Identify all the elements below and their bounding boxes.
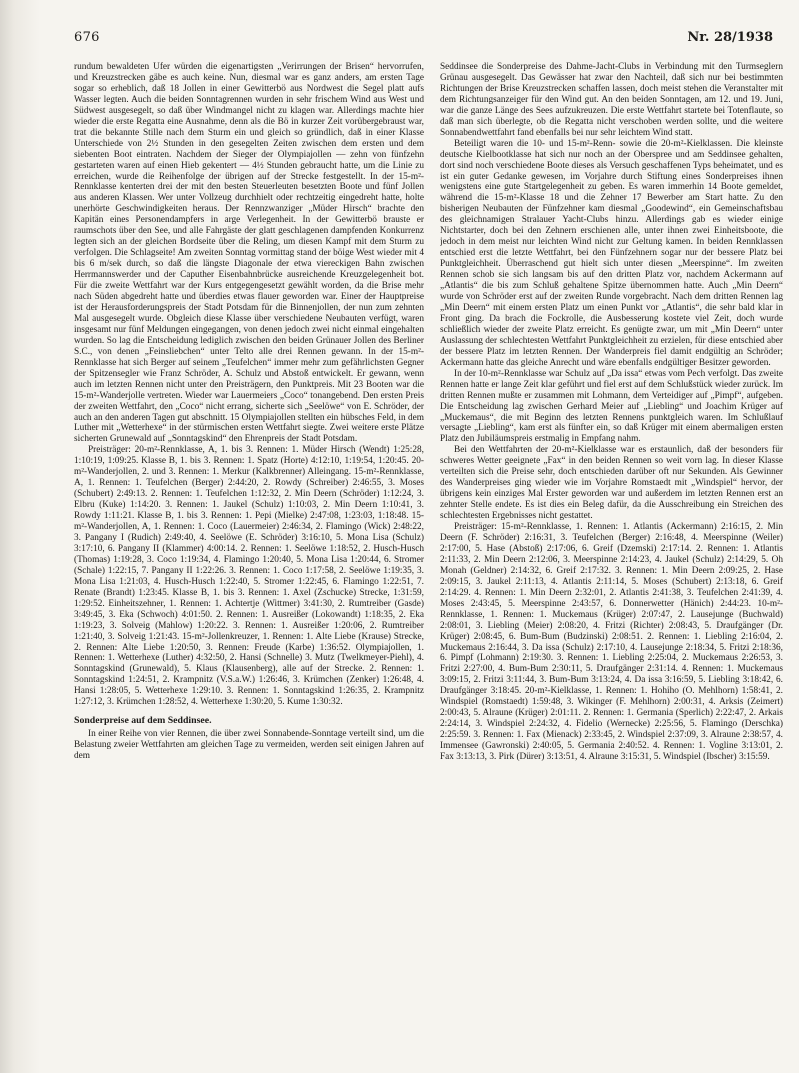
page-number: 676 — [74, 30, 100, 45]
left-column — [74, 62, 424, 1060]
left-paragraph-3: In einer Reihe von vier Rennen, die über zwei Sonnabende-Sonntage verteilt sind, um die Belastung zweier Wettfahrten am gleichen Tage zu vermeiden, werden seit einigen Jahren auf dem — [74, 729, 424, 762]
right-paragraph-1: Seddinsee die Sonderpreise des Dahme-Jacht-Clubs in Verbindung mit den Turmseglern Grünau ausgesegelt. Das Gewässer hat zwar den Nachteil, daß sich nur bei bestimmten Richtungen der Brise Kreuzstrecken schaffen lassen, doch meist stehen die Veranstalter mit dem Richtungsanzeiger für den Wind gut. An den beiden Sonntagen, am 12. und 19. Juni, war die ganze Länge des Sees aufzukreuzen. Die erste Wettfahrt startete bei Totenflaute, so daß man sich überlegte, ob die Regatta nicht verschoben werden sollte, und die weitere Sonnabendwettfahrt fand ebenfalls bei nur sehr leichtem Wind statt. — [440, 62, 783, 138]
section-heading: Sonderpreise auf dem Seddinsee. — [74, 715, 212, 727]
left-paragraph-results: Preisträger: 20-m²-Rennklasse, A, 1. bis 3. Rennen: 1. Müder Hirsch (Wendt) 1:25:28, 1:10:19, 1:09:25. Klasse B, 1. bis 3. Rennen: 1. Spatz (Horte) 4:12:10, 1:19:54, 1:20:45. 20-m²-Wanderjollen, 2. und 3. Rennen: 1. Merkur (Kalkbrenner) Alleingang. 15-m²-Rennklasse, A, 1. Rennen: 1. Teufelchen (Berger) 2:44:20, 2. Rowdy (Schreiber) 2:46:55, 3. Moses (Schubert) 2:49:13. 2. Rennen: 1. Teufelchen 1:12:32, 2. Min Deern (Schröder) 1:12:24, 3. Elbru (Kuke) 1:14:20. 3. Rennen: 1. Jaukel (Schulz) 1:10:03, 2. Min Deern 1:10:41, 3. Rowdy 1:11:21. Klasse B, 1. bis 3. Rennen: 1. Pepi (Mielke) 2:47:08, 1:23:03, 1:18:48. 15-m²-Wanderjollen, A, 1. Rennen: 1. Coco (Lauermeier) 2:46:34, 2. Flamingo (Wick) 2:48:22, 3. Pangany I (Rudich) 2:49:40, 4. Seelöwe (E. Schröder) 3:16:10, 5. Mona Lisa (Schulz) 3:17:10, 6. Pangany II (Klammer) 4:00:14. 2. Rennen: 1. Seelöwe 1:18:52, 2. Husch-Husch (Thomas) 1:19:28, 3. Coco 1:19:34, 4. Flamingo 1:20:40, 5. Mona Lisa 1:20:44, 6. Stromer (Schale) 1:22:15, 7. Pangany II 1:22:26. 3. Rennen: 1. Coco 1:17:58, 2. Seelöwe 1:19:35, 3. Mona Lisa 1:21:03, 4. Husch-Husch 1:22:40, 5. Stromer 1:22:45, 6. Flamingo 1:22:51, 7. Renate (Brandt) 1:23:45. Klasse B, 1. bis 3. Rennen: 1. Axel (Zschucke) Strecke, 1:31:59, 1:29:52. Einheitszehner, 1. Rennen: 1. Achtertje (Wittmer) 3:41:30, 2. Rumtreiber (Gasde) 3:49:45, 3. Eka (Schwoch) 4:01:50. 2. Rennen: 1. Ausreißer (Lokowandt) 1:18:35, 2. Eka 1:19:23, 3. Solveig (Mahlow) 1:20:22. 3. Rennen: 1. Ausreißer 1:20:06, 2. Rumtreiber 1:21:40, 3. Solveig 1:21:43. 15-m²-Jollenkreuzer, 1. Rennen: 1. Alte Liebe (Krause) Strecke, 2. Rennen: Alte Liebe 1:20:50, 3. Rennen: Freude (Karbe) 1:36:52. Olympiajollen, 1. Rennen: 1. Wetterhexe (Luther) 4:32:50, 2. Hansi (Schnelle) 3. Mutz (Twelkmeyer-Piehl), 4. Sonntagskind (Grunewald), 5. Klaus (Klausenberg), alle auf der Strecke. 2. Rennen: 1. Sonntagskind 1:24:51, 2. Krampnitz (V.S.a.W.) 1:26:46, 3. Krümchen (Zenker) 1:26:48, 4. Hansi 1:28:05, 5. Wetterhexe 1:29:10. 3. Rennen: 1. Sonntagskind 1:26:35, 2. Krampnitz 1:27:12, 3. Krümchen 1:28:52, 4. Wetterhexe 1:30:20, 5. Kume 1:30:32. — [74, 445, 424, 708]
right-paragraph-4: Bei den Wettfahrten der 20-m²-Kielklasse war es erstaunlich, daß der besonders für schweres Wetter geeignete „Fax“ in den beiden Rennen so weit vorn lag. In dieser Klasse verteilten sich die Preise sehr, doch entschieden darüber oft nur Sekunden. Als Gewinner des Wanderpreises ging wieder wie im Vorjahre Romstaedt mit „Windspiel“ hervor, der übrigens kein einziges Mal Erster geworden war und außerdem im letzten Rennen erst an zehnter Stelle endete. Es ist dies ein Beleg dafür, da die Ausschreibung ein Streichen des schlechtesten Ergebnisses nicht gestattet. — [440, 445, 783, 522]
right-column — [440, 62, 783, 1060]
issue-number: Nr. 28/1938 — [687, 30, 773, 45]
right-paragraph-3: In der 10-m²-Rennklasse war Schulz auf „Da issa“ etwas vom Pech verfolgt. Das zweite Rennen hatte er lange Zeit klar geführt und fiel erst auf dem Schlußstück wieder zurück. Im dritten Rennen mußte er zusammen mit Lohmann, dem Verteidiger auf „Pimpf“, aufgeben. Die Entscheidung lag zwischen Gerhard Meier auf „Liebling“ und Joachim Krüger auf „Muckemaus“, die mit Beginn des letzten Rennens punktgleich waren. Im Schlußlauf versagte „Liebling“, kam erst als fünfter ein, so daß Krüger mit einem abermaligen ersten Platz den Jubiläumspreis erstmalig in Empfang nahm. — [440, 368, 783, 445]
left-paragraph-1: rundum bewaldeten Ufer würden die eigenartigsten „Verirrungen der Brisen“ hervorrufen, und Kreuzstrecken gäbe es auch keine. Nun, diesmal war es ganz anders, am ersten Tage sogar so erheblich, daß 18 Jollen in einer Gewitterbö aus Nordwest die Segel platt aufs Wasser legten. Auch die beiden Sonntagrennen wurden in sehr frischem Wind aus West und Südwest ausgesegelt, so daß über Windmangel nicht zu klagen war. Allerdings machte hier wieder die erste Regatta eine Ausnahme, denn als die Bö in kurzer Zeit vorübergebraust war, trat die bekannte Stille nach dem Sturm ein und gleich so gründlich, daß in einer Klasse Unterschiede von 2½ Stunden in den gesegelten Zeiten zwischen dem ersten und dem siebenten Boot eintraten. Nachdem der Sieger der Olympiajollen — zehn von fünfzehn gestarteten waren auf einen Hieb gekentert — 4½ Stunden gebraucht hatte, um die Linie zu erreichen, wurde die Reihenfolge der übrigen auf der Strecke festgestellt. In der 15-m²-Rennklasse kenterten drei der mit den besten Steuerleuten besetzten Boote und fünf Jollen aus anderen Klassen. Wer unter Vollzeug durchhielt oder rechtzeitig eingedreht hatte, holte unerhörte Geschwindigkeiten heraus. Der Rennzwanziger „Müder Hirsch“ brachte den Kapitän eines Personendampfers in arge Verlegenheit. In der Gewitterbö brauste er raumschots über den See, und alle Fahrgäste der glatt geschlagenen dampfenden Konkurrenz legten sich an der gleichen Bordseite über die Reling, um diesen Kampf mit dem Sturm zu verfolgen. Die Schlagseite! Am zweiten Sonntag vormittag stand der böige West wieder mit 4 bis 6 m/sek durch, so daß die längste Diagonale der etwa viereckigen Bahn zwischen Herrmannswerder und der Caputher Eisenbahnbrücke ausreichende Kreuzgelegenheit bot. Für die zweite Wettfahrt war der Kurs entgegengesetzt gewählt worden, da die Brise mehr nach Süden abgedreht hatte und überdies etwas flauer geworden war. Einer der Hauptpreise ist der Herausforderungspreis der Stadt Potsdam für die Binnenjollen, der nun zum zehnten Mal ausgesegelt wurde. Obgleich diese Klasse über verschiedene Neubauten verfügt, waren insgesamt nur fünf Meldungen eingegangen, von denen jedoch zwei nicht einmal eingehalten wurden. So lag die Entscheidung lediglich zwischen den beiden Grünauer Jollen des Berliner S.C., von denen „Feinsliebchen“ unter Telto alle drei Rennen gewann. In der 15-m²-Rennklasse hat sich Berger auf seinem „Teufelchen“ immer mehr zum gefährlichsten Gegner der Spitzensegler wie Franz Schröder, A. Schulz und Abstoß entwickelt. Er gewann, wenn auch im letzten Rennen nicht unter den Preisträgern, den Punktpreis. Mit 23 Booten war die 15-m²-Wanderjolle vertreten. Wieder war Lauermeiers „Coco“ tonangebend. Den ersten Preis der zweiten Wettfahrt, den „Coco“ nicht errang, sicherte sich „Seelöwe“ von E. Schröder, der auch an den anderen Tagen gut abschnitt. 15 Olympiajollen stellten ein hübsches Feld, in dem Luther mit „Wetterhexe“ in der stürmischen ersten Wettfahrt siegte. Zwei weitere erste Plätze sicherten Grunewald auf „Sonntagskind“ den Ehrenpreis der Stadt Potsdam. — [74, 62, 424, 445]
right-paragraph-2: Beteiligt waren die 10- und 15-m²-Renn- sowie die 20-m²-Kielklassen. Die kleinste deutsche Kielbootklasse hat sich nur noch an der Oberspree und am Seddinsee gehalten, dort sind noch verschiedene Boote dieses als Versuch geschaffenen Typs beheimatet, und es ist ein guter Gedanke gewesen, im Vorjahre durch Stiftung eines Sonderpreises ihnen wenigstens eine gute Startgelegenheit zu geben. Es waren immerhin 14 Boote gemeldet, während die 15-m²-Klasse 18 und die Zehner 17 Bewerber am Start hatte. Zu den bisherigen Neubauten der Fünfzehner kam diesmal „Goodewind“, ein Gemeinschaftsbau des gleichnamigen Stralauer Yacht-Clubs hinzu. Allerdings gab es wieder einige Nichtstarter, doch bei den Zehnern erschienen alle, unter ihnen zwei Einheitsboote, die jedoch in dem meist nur leichten Wind nicht zur Geltung kamen. In beiden Rennklassen entschied erst die letzte Wettfahrt, bei den Fünfzehnern sogar nur der bessere Platz bei Punktgleichheit. Überraschend gut hielt sich unter diesen „Meerspinne“. Im zweiten Rennen schob sie sich langsam bis auf den dritten Platz vor, nachdem Ackermann auf „Atlantis“ die bis zum Schluß gehaltene Spitze übernommen hatte. Auch „Min Deern“ wurde von Schröder erst auf der zweiten Runde vorgebracht. Nach dem dritten Rennen lag „Min Deern“ mit einem ersten Platz um einen Punkt vor „Atlantis“, die sehr bald klar in Front ging. Da brach die Fockrolle, die Ausbesserung kostete viel Zeit, doch wurde schließlich wieder der zweite Platz erreicht. Es genügte zwar, um mit „Min Deern“ unter Auslassung der schlechtesten Wettfahrt Punktgleichheit zu erzielen, für diese entschied aber der bessere Platz im letzten Rennen. Der Wanderpreis fiel damit endgültig an Schröder; Ackermann hatte das gleiche Anrecht und wäre ebenfalls endgültiger Besitzer geworden. — [440, 138, 783, 368]
right-paragraph-results: Preisträger: 15-m²-Rennklasse, 1. Rennen: 1. Atlantis (Ackermann) 2:16:15, 2. Min Deern (F. Schröder) 2:16:31, 3. Teufelchen (Berger) 2:16:48, 4. Meerspinne (Weiler) 2:17:00, 5. Hase (Abstoß) 2:17:06, 6. Greif (Dzemski) 2:17:14. 2. Rennen: 1. Atlantis 2:11:33, 2. Min Deern 2:12:06, 3. Meerspinne 2:14:23, 4. Jaukel (Schulz) 2:14:29, 5. Oh Monah (Geldner) 2:14:32, 6. Greif 2:17:32. 3. Rennen: 1. Min Deern 2:09:25, 2. Hase 2:09:15, 3. Jaukel 2:11:13, 4. Atlantis 2:11:14, 5. Moses (Schubert) 2:13:18, 6. Greif 2:14:29. 4. Rennen: 1. Min Deern 2:32:01, 2. Atlantis 2:41:38, 3. Teufelchen 2:41:39, 4. Moses 2:43:45, 5. Meerspinne 2:43:57, 6. Donnerwetter (Hänich) 2:44:23. 10-m²-Rennklasse, 1. Rennen: 1. Muckemaus (Krüger) 2:07:47, 2. Lausejunge (Buchwald) 2:08:01, 3. Liebling (Meier) 2:08:20, 4. Fritzi (Richter) 2:08:43, 5. Draufgänger (Dr. Krüger) 2:08:45, 6. Bum-Bum (Budzinski) 2:08:51. 2. Rennen: 1. Liebling 2:16:04, 2. Muckemaus 2:16:44, 3. Da issa (Schulz) 2:17:10, 4. Lausejunge 2:18:34, 5. Fritzi 2:18:36, 6. Pimpf (Lohmann) 2:19:30. 3. Rennen: 1. Liebling 2:25:04, 2. Muckemaus 2:26:53, 3. Fritzi 2:27:00, 4. Bum-Bum 2:30:11, 5. Draufgänger 2:31:14. 4. Rennen: 1. Muckemaus 3:09:15, 2. Fritzi 3:11:44, 3. Bum-Bum 3:13:24, 4. Da issa 3:16:59, 5. Liebling 3:18:42, 6. Draufgänger 3:18:45. 20-m²-Kielklasse, 1. Rennen: 1. Hohiho (O. Mehlhorn) 1:58:41, 2. Windspiel (Romstaedt) 1:59:48, 3. Wikinger (F. Mehlhorn) 2:00:31, 4. Arksis (Zeimert) 2:00:43, 5. Alraune (Krüger) 2:01:11. 2. Rennen: 1. Germania (Sperlich) 2:22:47, 2. Arkais 2:24:14, 3. Windspiel 2:24:32, 4. Fidelio (Wernecke) 2:25:56, 5. Flamingo (Derschka) 2:25:59. 3. Rennen: 1. Fax (Mienack) 2:33:45, 2. Windspiel 2:37:09, 3. Alraune 2:38:57, 4. Immensee (Gawronski) 2:40:05, 5. Germania 2:40:52. 4. Rennen: 1. Vogline 3:13:01, 2. Fax 3:13:13, 3. Pirk (Dürer) 3:13:51, 4. Alraune 3:15:31, 5. Windspiel (Ibscher) 3:15:59. — [440, 522, 783, 763]
